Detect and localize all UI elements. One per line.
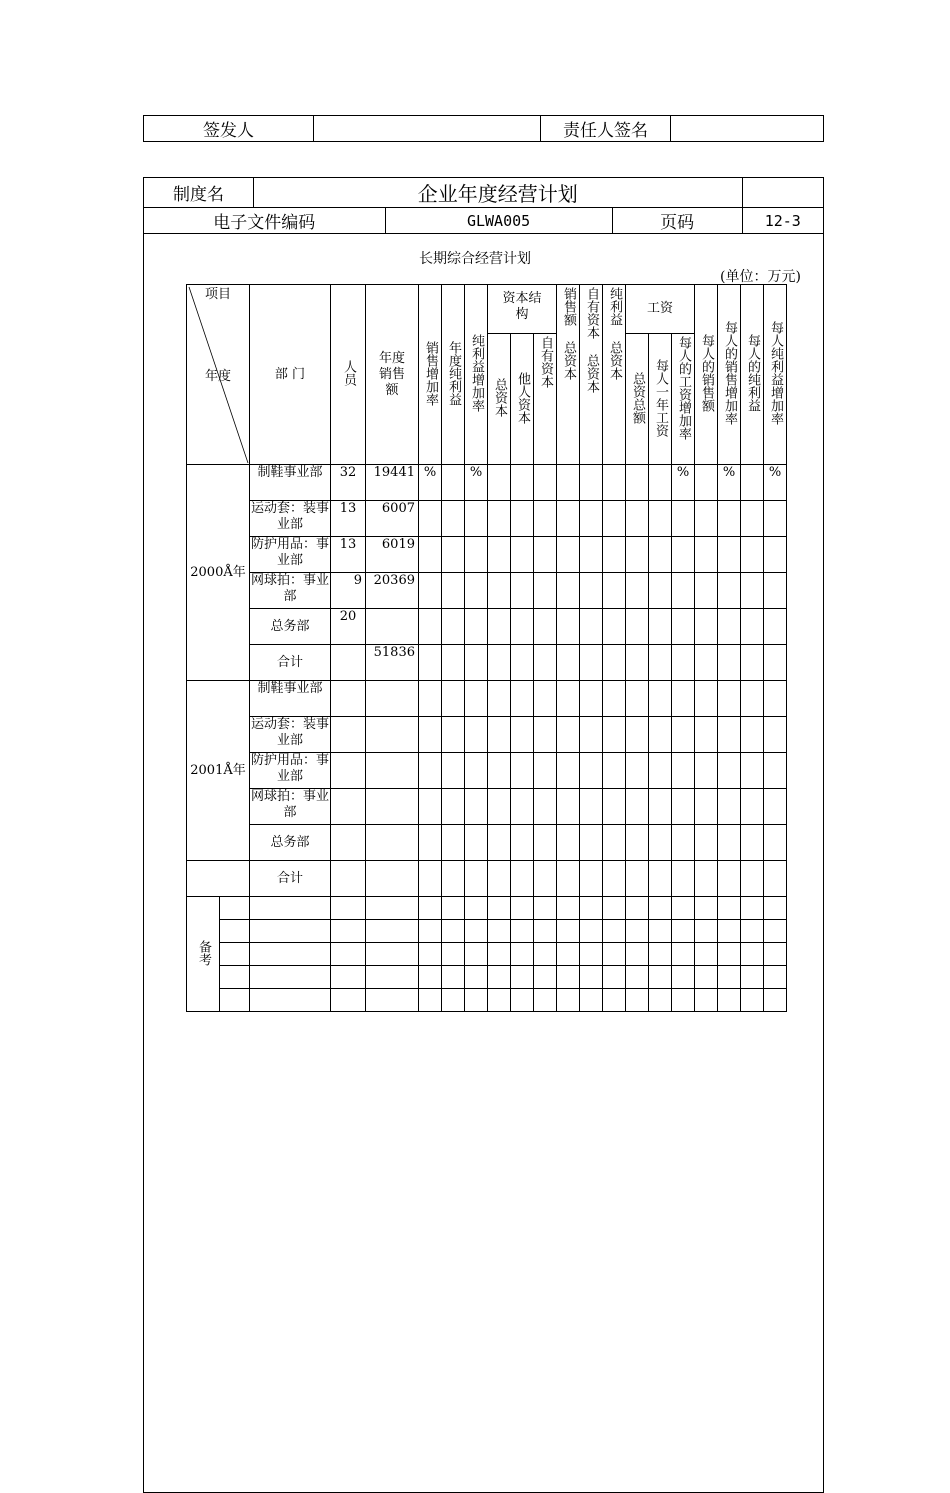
dept-cell: 总务部: [250, 825, 331, 861]
dept-cell: 防护用品：事业部: [250, 537, 331, 573]
dept-cell: 运动套：装事业部: [250, 501, 331, 537]
dept-cell: 防护用品：事业部: [250, 753, 331, 789]
capital-structure-header: 资本结构: [488, 285, 557, 334]
sales-total-capital-header: 销售额 总资本: [557, 285, 580, 465]
table-row: [187, 861, 787, 897]
dept-cell: 运动套：装事业部: [250, 717, 331, 753]
responsible-signature-label: 责任人签名: [541, 116, 671, 142]
year-header-label: 年度: [205, 369, 232, 384]
profit-per-person-header: 每人的纯利益: [741, 285, 764, 465]
page-value: 12-3: [742, 208, 823, 234]
plan-table: [186, 284, 787, 1012]
sales-growth-per-person-header: 每人的销售增加率: [718, 285, 741, 465]
staff-cell: 13: [331, 537, 366, 573]
staff-cell: 9: [331, 573, 366, 609]
sales-per-person-header: 每人的销售额: [695, 285, 718, 465]
file-code-value: GLWA005: [385, 208, 612, 234]
sales-cell: 19441: [366, 465, 419, 501]
year-2001-label: 2001Å年: [187, 681, 250, 861]
own-capital-header: 自有资本: [534, 334, 557, 465]
sales-cell: 51836: [366, 645, 419, 681]
remarks-row: [187, 966, 787, 989]
profit-growth-cell: %: [465, 465, 488, 501]
responsible-signature-field[interactable]: [671, 116, 824, 142]
table-row: [187, 465, 787, 501]
annual-sales-header: 年度销售额: [366, 285, 419, 465]
sales-cell: 20369: [366, 573, 419, 609]
profit-growth-header: 纯利益增加率: [465, 285, 488, 465]
table-row: [187, 609, 787, 645]
item-year-header: [187, 285, 250, 465]
table-row: [187, 717, 787, 753]
remarks-row: [187, 920, 787, 943]
table-row: [187, 645, 787, 681]
table-row: [187, 537, 787, 573]
unit-label: (单位：万元): [720, 269, 801, 285]
dept-cell: 网球拍：事业部: [250, 789, 331, 825]
wage-per-person-header: 每人一年工资: [649, 334, 672, 465]
remarks-row: [187, 897, 787, 920]
sales-growth-pp-cell: %: [718, 465, 741, 501]
own-total-capital-header: 自有资本 总资本: [580, 285, 603, 465]
table-row: [187, 501, 787, 537]
table-row: [187, 681, 787, 717]
remarks-row: [187, 943, 787, 966]
profit-growth-pp-cell: %: [764, 465, 787, 501]
staff-cell: [331, 645, 366, 681]
staff-header: 人员: [331, 285, 366, 465]
remarks-row: [187, 989, 787, 1012]
table-row: [187, 573, 787, 609]
sheet-title: 长期综合经营计划: [419, 251, 531, 267]
sales-cell: [366, 609, 419, 645]
remarks-label: 备考: [187, 897, 220, 1012]
table-row: [187, 753, 787, 789]
profit-total-capital-header: 纯利益 总资本: [603, 285, 626, 465]
sales-growth-header: 销售增加率: [419, 285, 442, 465]
annual-profit-header: 年度纯利益: [442, 285, 465, 465]
dept-cell: 合计: [250, 861, 331, 897]
page-label: 页码: [612, 208, 742, 234]
dept-cell: 合计: [250, 645, 331, 681]
wage-growth-header: 每人的工资增加率: [672, 334, 695, 465]
other-capital-header: 他人资本: [511, 334, 534, 465]
document-header-table: [143, 177, 824, 234]
issuer-label: 签发人: [144, 116, 314, 142]
regulation-name-value: 企业年度经营计划: [254, 178, 743, 208]
dept-header: 部 门: [250, 285, 331, 465]
profit-growth-per-person-header: 每人纯利益增加率: [764, 285, 787, 465]
issuer-field[interactable]: [314, 116, 541, 142]
dept-cell: 网球拍：事业部: [250, 573, 331, 609]
staff-cell: 13: [331, 501, 366, 537]
sales-growth-cell: %: [419, 465, 442, 501]
table-row: [187, 825, 787, 861]
regulation-name-label: 制度名: [144, 178, 254, 208]
total-wages-header: 总资总额: [626, 334, 649, 465]
table-row: [187, 789, 787, 825]
item-header-label: 项目: [205, 287, 232, 302]
dept-cell: 制鞋事业部: [250, 465, 331, 501]
staff-cell: 20: [331, 609, 366, 645]
sales-cell: 6019: [366, 537, 419, 573]
total-capital-header: 总资本: [488, 334, 511, 465]
wage-growth-cell: %: [672, 465, 695, 501]
file-code-label: 电子文件编码: [144, 208, 386, 234]
dept-cell: 总务部: [250, 609, 331, 645]
year-2000-label: 2000Å年: [187, 465, 250, 681]
staff-cell: 32: [331, 465, 366, 501]
signature-table: [143, 115, 824, 142]
sales-cell: 6007: [366, 501, 419, 537]
wages-header: 工资: [626, 285, 695, 334]
dept-cell: 制鞋事业部: [250, 681, 331, 717]
